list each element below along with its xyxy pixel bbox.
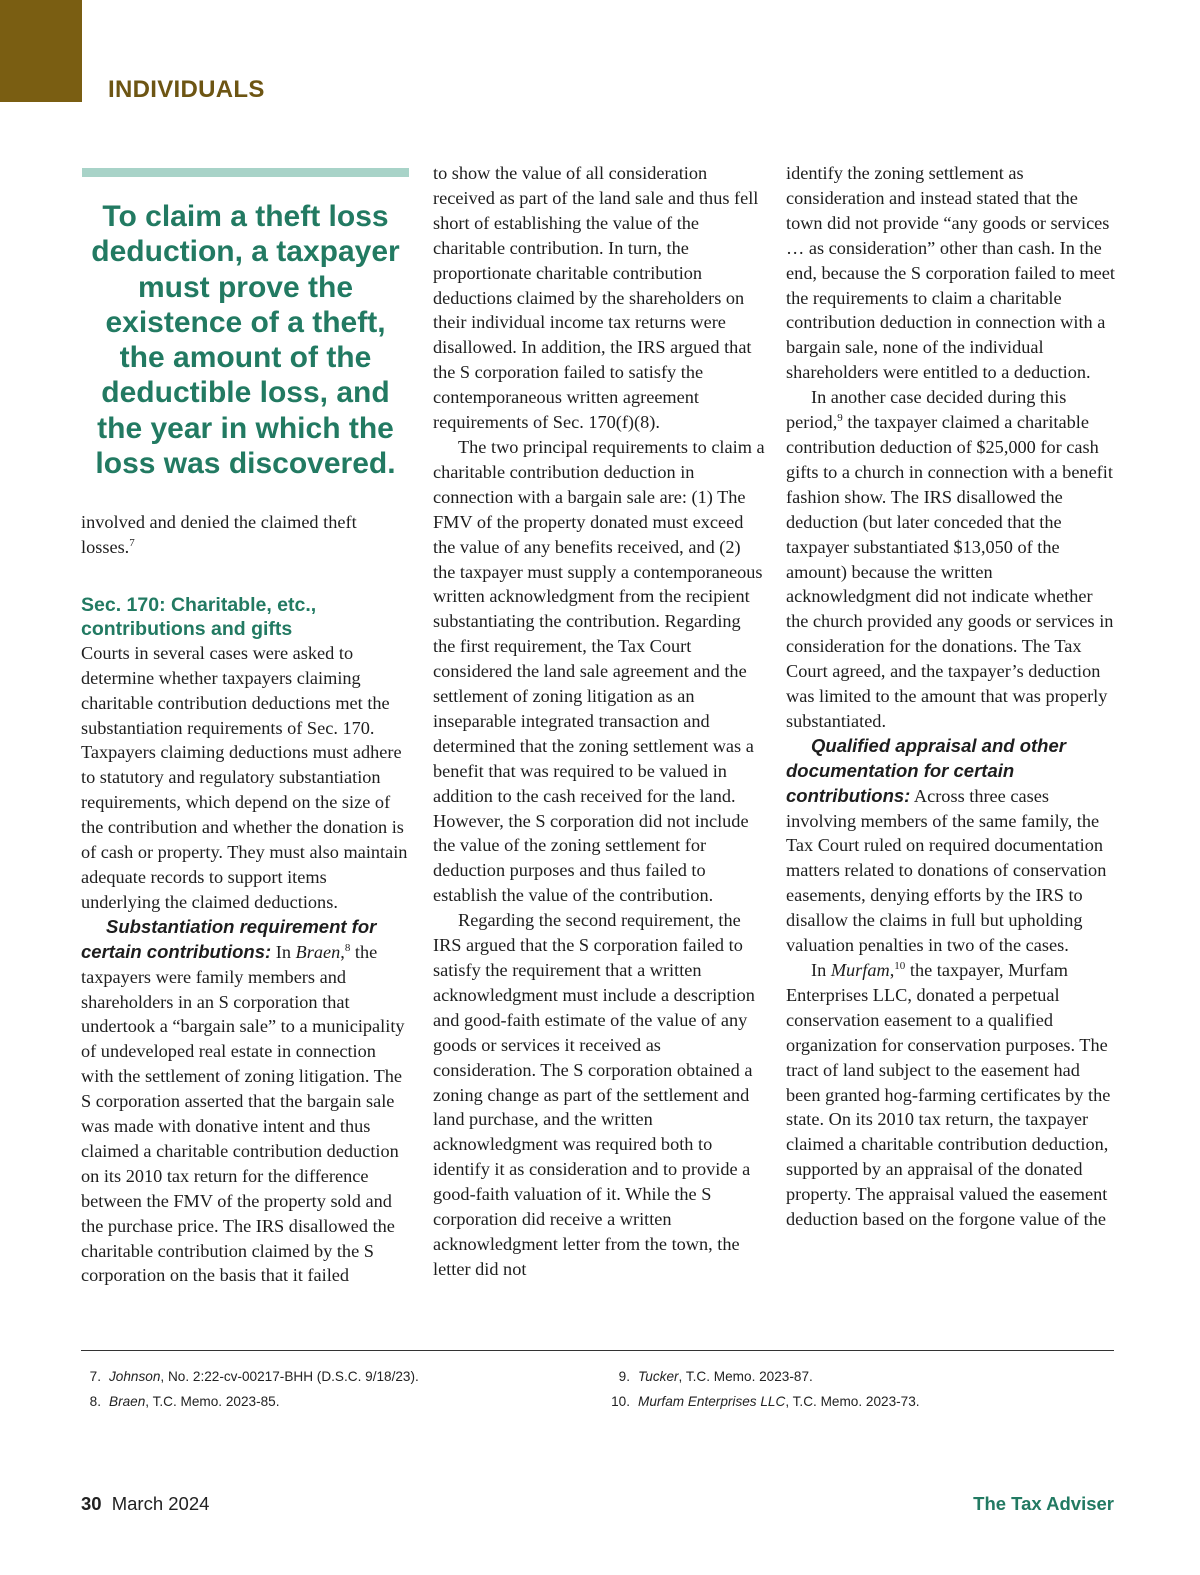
footnote-9 [610, 1369, 813, 1384]
footnote-10 [610, 1394, 920, 1409]
page-number: 30 [81, 1493, 102, 1514]
paragraph-text: In another case decided during this period, [786, 387, 1067, 433]
pull-quote: To claim a theft loss deduction, a taxpayer must prove the existence of a theft, the amount of the deductible loss, and the year in which the loss was discovered. [91, 200, 400, 481]
footnote-7 [81, 1369, 419, 1384]
section-heading: Sec. 170: Charitable, etc., contributions and gifts [81, 593, 317, 640]
footnote-number: 9. [618, 1369, 630, 1384]
footnote-number: 7. [89, 1369, 101, 1384]
footnote-citation: , No. 2:22-cv-00217-BHH (D.S.C. 9/18/23). [160, 1369, 419, 1384]
paragraph-text: the taxpayer, Murfam Enterprises LLC, donated a perpetual conservation easement to a qualified organization for conservation purposes. The tract of land subject to the easement had been granted hog-farming certificates by the state. On its 2010 tax return, the taxpayer claimed a charitable contribution deduction, supported by an appraisal of the donated property. The appraisal valued the easement deduction based on the forgone value of the [786, 960, 1111, 1230]
paragraph: to show the value of all consideration received as part of the land sale and thus fell short of establishing the value of the charitable contribution. In turn, the proportionate charitable contribution deductions claimed by the shareholders on their individual income tax returns were disallowed. In addition, the IRS argued that the S corporation failed to satisfy the contemporaneous written agreement requirements of Sec. 170(f)(8). [433, 163, 759, 433]
page-footer [81, 1493, 209, 1515]
column-3 [786, 161, 1118, 1232]
footnote-ref: 10 [894, 960, 906, 972]
footnote-case: Murfam Enterprises LLC [638, 1394, 786, 1409]
paragraph [786, 385, 1118, 734]
publication-name: The Tax Adviser [973, 1493, 1114, 1514]
footnote-ref: 7 [129, 536, 135, 549]
run-in-heading: Substantiation requirement for certain contributions: [81, 915, 377, 962]
paragraph [786, 734, 1118, 958]
footnote-case: Braen [109, 1394, 146, 1409]
footnote-case: Tucker [638, 1369, 679, 1384]
footnote-case: Johnson [109, 1369, 161, 1384]
paragraph: The two principal requirements to claim a charitable contribution deduction in connection with a bargain sale are: (1) The FMV of the property donated must exceed the value of any benefits received, and (2) the taxpayer must supply a contemporaneous written acknowledgment from the recipient substantiating the contribution. Regarding the first requirement, the Tax Court considered the land sale agreement and the settlement of zoning litigation as an inseparable integrated transaction and determined that the zoning settlement was a benefit that was required to be valued in addition to the cash received for the land. However, the S corporation did not include the value of the zoning settlement for deduction purposes and thus failed to establish the value of the contribution. [433, 436, 765, 906]
footnote-citation: , T.C. Memo. 2023-87. [678, 1369, 813, 1384]
paragraph: Regarding the second requirement, the IRS argued that the S corporation failed to satisfy the requirement that a written acknowledgment must include a description and good-faith estimate of the value of any goods or services it received as consideration. The S corporation obtained a zoning change as part of the settlement and land purchase, and the written acknowledgment was required both to identify it as consideration and to provide a good-faith valuation of it. While the S corporation did receive a written acknowledgment letter from the town, the letter did not [433, 910, 755, 1279]
corner-color-block [0, 0, 82, 102]
paragraph [81, 510, 409, 560]
footnote-rule [81, 1350, 1114, 1351]
paragraph: identify the zoning settlement as consideration and instead stated that the town did not provide “any goods or services … as consideration” other than cash. In the end, because the S corporation failed to meet the requirements to claim a charitable contribution deduction in connection with a bargain sale, none of the individual shareholders were entitled to a deduction. [786, 163, 1115, 383]
case-name: Braen [295, 941, 341, 962]
footnote-ref: 8 [344, 941, 351, 954]
footnote-8 [81, 1394, 280, 1409]
footnote-citation: , T.C. Memo. 2023-85. [145, 1394, 280, 1409]
paragraph: In Murfam,$^{10}$ the taxpayer, Murfam Enterprises LLC, donated a perpetual conservation easement to a qualified organization for conservation purposes. The tract of land subject to the easement had been granted hog-farming certificates by the state. On its 2010 tax return, the taxpayer claimed a charitable contribution deduction, supported by an appraisal of the donated property. The appraisal valued the easement deduction based on the forgone value of the [786, 960, 1111, 1230]
paragraph-text: the taxpayers were family members and shareholders in an S corporation that undertook a “bargain sale” to a municipality of undeveloped real estate in connection with the settlement of zoning litigation. The S corporation asserted that the bargain sale was made with donative intent and thus claimed a charitable contribution deduction on its 2010 tax return for the difference between the FMV of the property sold and the purchase price. The IRS disallowed the charitable contribution claimed by the S corporation on the basis that it failed [81, 941, 405, 1286]
footnote-number: 10. [611, 1394, 630, 1409]
paragraph: Substantiation requirement for certain contributions: In Braen,$^8$ the taxpayers were family members and shareholders in an S corporation that undertook a “bargain sale” to a municipality of undeveloped real estate in connection with the settlement of zoning litigation. The S corporation asserted that the bargain sale was made with donative intent and thus claimed a charitable contribution deduction on its 2010 tax return for the difference between the FMV of the property sold and the purchase price. The IRS disallowed the charitable contribution claimed by the S corporation on the basis that it failed [81, 915, 405, 1286]
footnote-ref: 9 [837, 412, 843, 425]
footnote-number: 8. [89, 1394, 101, 1409]
paragraph: Courts in several cases were asked to determine whether taxpayers claiming charitable contribution deductions met the substantiation requirements of Sec. 170. Taxpayers claiming deductions must adhere to statutory and regulatory substantiation requirements, which depend on the size of the contribution and whether the donation is of cash or property. They must also maintain adequate records to support items underlying the claimed deductions. [81, 642, 408, 912]
paragraph-text: In [275, 941, 291, 962]
footnote-citation: , T.C. Memo. 2023-73. [785, 1394, 920, 1409]
section-label: INDIVIDUALS [108, 76, 265, 103]
paragraph-text: Across three cases involving members of the same family, the Tax Court ruled on required documentation matters related to donations of conservation easements, denying efforts by the IRS to disallow the claims in full but upholding valuation penalties in two of the cases. [786, 785, 1107, 956]
paragraph-text: the taxpayer claimed a charitable contribution deduction of $25,000 for cash gifts to a church in connection with a benefit fashion show. The IRS disallowed the deduction (but later conceded that the taxpayer substantiated $13,050 of the amount) because the written acknowledgment did not indicate whether the church provided any goods or services in consideration for the donations. The Tax Court agreed, and the taxpayer’s deduction was limited to the amount that was properly substantiated. [786, 412, 1114, 731]
column-1 [81, 510, 409, 1288]
run-in-heading: Qualified appraisal and other documentation for certain contributions: [786, 734, 1066, 806]
issue-date: March 2024 [111, 1493, 210, 1514]
pull-quote-bar [82, 168, 409, 177]
paragraph-text: In [811, 960, 827, 980]
case-name: Murfam [830, 960, 890, 980]
paragraph-text: involved and denied the claimed theft losses. [81, 512, 357, 557]
column-2 [433, 161, 765, 1282]
